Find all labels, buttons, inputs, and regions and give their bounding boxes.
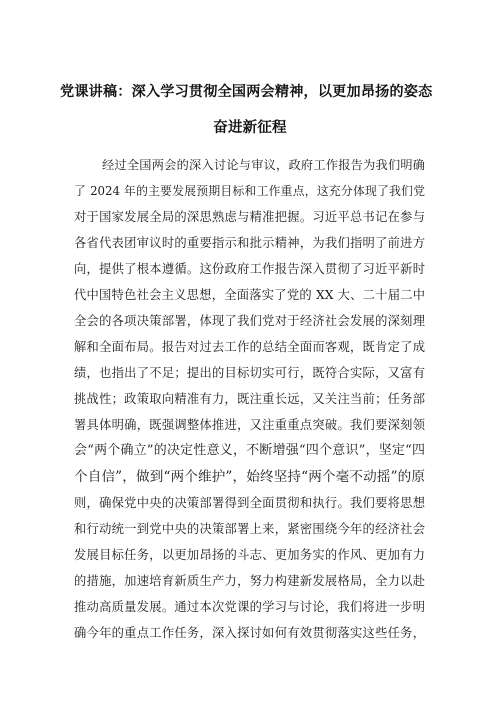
- body-line: 和行动统一到党中央的决策部署上来，紧密围绕今年的经济社会: [74, 522, 425, 536]
- body-line: 经过全国两会的深入讨论与审议，政府工作报告为我们明确: [102, 158, 425, 172]
- body-line: 了 2024 年的主要发展预期目标和工作重点，这充分体现了我们党: [74, 184, 425, 198]
- document-title-line-2: 奋进新征程: [213, 120, 287, 136]
- document-title-line-1: 党课讲稿：深入学习贯彻全国两会精神，以更加昂扬的姿态: [60, 84, 433, 100]
- body-line: 个自信”，做到“两个维护”，始终坚持“两个毫不动摇”的原: [74, 469, 425, 485]
- body-line: 的措施，加速培育新质生产力，努力构建新发展格局，全力以赴: [74, 574, 425, 588]
- body-line: 挑战性；政策取向精准有力，既注重长远，又关注当前；任务部: [74, 392, 425, 406]
- body-line: 则，确保党中央的决策部署得到全面贯彻和执行。我们要将思想: [74, 496, 425, 510]
- body-line: 全会的各项决策部署，体现了我们党对于经济社会发展的深刻理: [74, 314, 425, 328]
- body-line: 各省代表团审议时的重要指示和批示精神，为我们指明了前进方: [74, 236, 425, 250]
- body-line: 绩，也指出了不足；提出的目标切实可行，既符合实际，又富有: [74, 366, 425, 380]
- body-line: 确今年的重点工作任务，深入探讨如何有效贯彻落实这些任务，: [74, 626, 425, 640]
- body-line: 解和全面布局。报告对过去工作的总结全面而客观，既肯定了成: [74, 340, 425, 354]
- body-line: 向，提供了根本遵循。这份政府工作报告深入贯彻了习近平新时: [74, 262, 425, 276]
- body-line: 署具体明确，既强调整体推进，又注重重点突破。我们要深刻领: [74, 418, 425, 432]
- body-line: 发展目标任务，以更加昂扬的斗志、更加务实的作风、更加有力: [74, 548, 425, 562]
- body-line: 代中国特色社会主义思想，全面落实了党的 XX 大、二十届二中: [74, 288, 425, 302]
- body-line: 推动高质量发展。通过本次党课的学习与讨论，我们将进一步明: [74, 600, 425, 614]
- body-line: 会“两个确立”的决定性意义，不断增强“四个意识”，坚定“四: [74, 443, 425, 458]
- body-line: 对于国家发展全局的深思熟虑与精准把握。习近平总书记在参与: [74, 210, 425, 224]
